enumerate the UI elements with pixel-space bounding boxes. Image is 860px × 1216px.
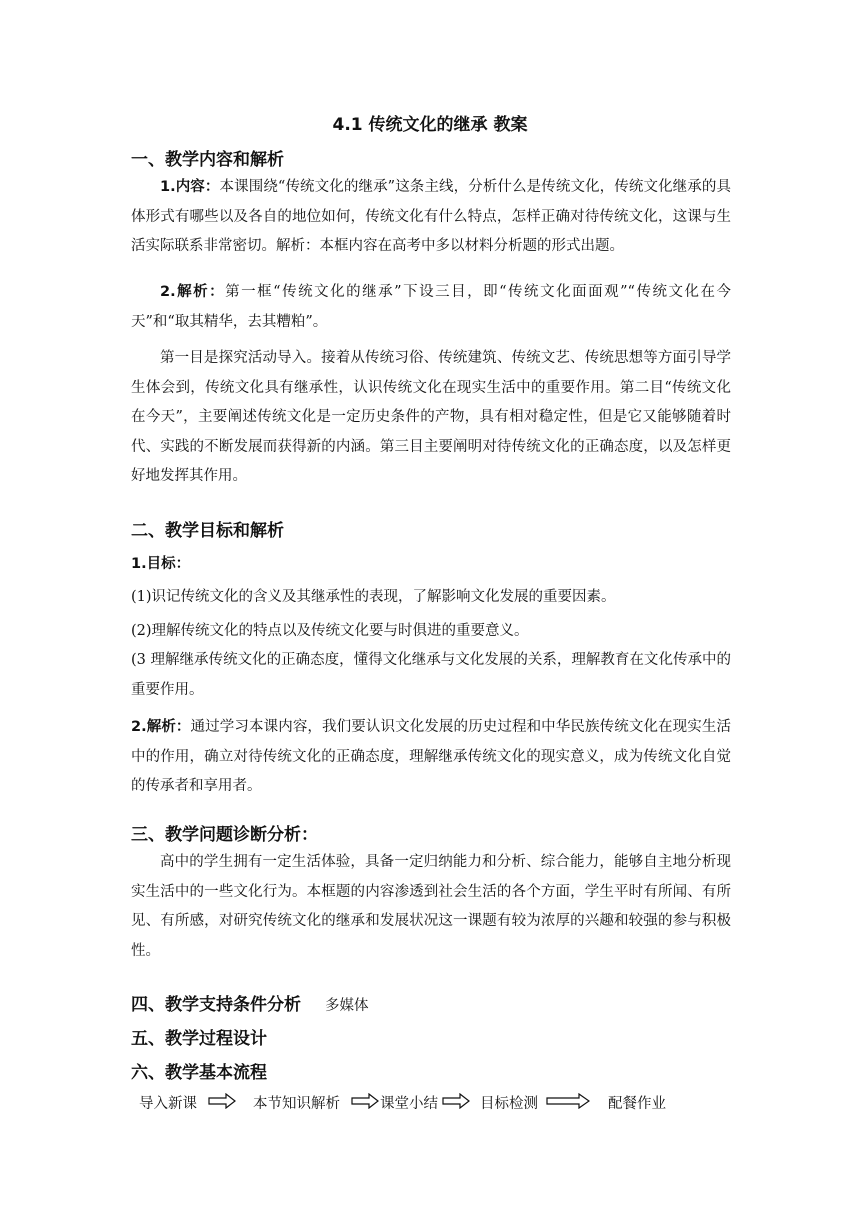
hollow-right-arrow-icon [546, 1093, 590, 1109]
section-heading-2: 二、教学目标和解析 [131, 521, 284, 541]
analysis-text: 第一框“传统文化的继承”下设三目，即“传统文化面面观”“传统文化在今天”和“取其精华，去其糟粕”。 [131, 284, 731, 330]
support-condition: 多媒体 [325, 998, 369, 1014]
flow-step-knowledge: 本节知识解析 [253, 1096, 340, 1112]
goal-analysis-label: 2.解析： [131, 719, 191, 735]
flow-step-test: 目标检测 [480, 1096, 538, 1112]
goal-item-1: (1)识记传统文化的含义及其继承性的表现，了解影响文化发展的重要因素。 [131, 589, 616, 605]
section-heading-6: 六、教学基本流程 [131, 1063, 267, 1083]
content-paragraph [131, 173, 731, 262]
section-heading-5: 五、教学过程设计 [131, 1029, 267, 1049]
hollow-right-arrow-icon [442, 1093, 470, 1109]
section-heading-4-text: 四、教学支持条件分析 [131, 995, 301, 1015]
analysis-label: 2.解析： [160, 284, 226, 300]
teaching-flow [0, 1092, 860, 1114]
page-title: 4.1 传统文化的继承 教案 [332, 115, 528, 135]
flow-step-summary: 课堂小结 [380, 1096, 438, 1112]
section-heading-1: 一、教学内容和解析 [131, 150, 284, 170]
section-heading-3: 三、教学问题诊断分析： [131, 825, 318, 845]
goal-item-3: (3 理解继承传统文化的正确态度，懂得文化继承与文化发展的关系，理解教育在文化传承中的重要作用。 [131, 652, 731, 698]
content-label: 1.内容： [160, 179, 220, 195]
topics-paragraph: 第一目是探究活动导入。接着从传统习俗、传统建筑、传统文艺、传统思想等方面引导学生体会到，传统文化具有继承性，认识传统文化在现实生活中的重要作用。第二目“传统文化在今天”，主要阐述传统文化是一定历史条件的产物，具有相对稳定性，但是它又能够随着时代、实践的不断发展而获得新的内涵。第三目主要阐明对待传统文化的正确态度，以及怎样更好地发挥其作用。 [131, 350, 731, 484]
goal-analysis-paragraph [131, 713, 731, 802]
analysis-paragraph [131, 278, 731, 337]
flow-step-intro: 导入新课 [139, 1096, 197, 1112]
goal-item-2: (2)理解传统文化的特点以及传统文化要与时俱进的重要意义。 [131, 623, 529, 639]
content-text: 本课围绕“传统文化的继承”这条主线，分析什么是传统文化，传统文化继承的具体形式有哪些以及各自的地位如何，传统文化有什么特点，怎样正确对待传统文化，这课与生活实际联系非常密切。解析：本框内容在高考中多以材料分析题的形式出题。 [131, 179, 731, 254]
goal-label: 1.目标： [131, 556, 191, 572]
section-heading-4 [131, 990, 369, 1015]
hollow-right-arrow-icon [351, 1093, 379, 1109]
goal-analysis-text: 通过学习本课内容，我们要认识文化发展的历史过程和中华民族传统文化在现实生活中的作用，确立对待传统文化的正确态度，理解继承传统文化的现实意义，成为传统文化自觉的传承者和享用者。 [131, 719, 731, 794]
diagnosis-paragraph: 高中的学生拥有一定生活体验，具备一定归纳能力和分析、综合能力，能够自主地分析现实生活中的一些文化行为。本框题的内容渗透到社会生活的各个方面，学生平时有所闻、有所见、有所感，对研究传统文化的继承和发展状况这一课题有较为浓厚的兴趣和较强的参与积极性。 [131, 854, 731, 959]
flow-step-homework: 配餐作业 [608, 1096, 666, 1112]
hollow-right-arrow-icon [208, 1093, 236, 1109]
